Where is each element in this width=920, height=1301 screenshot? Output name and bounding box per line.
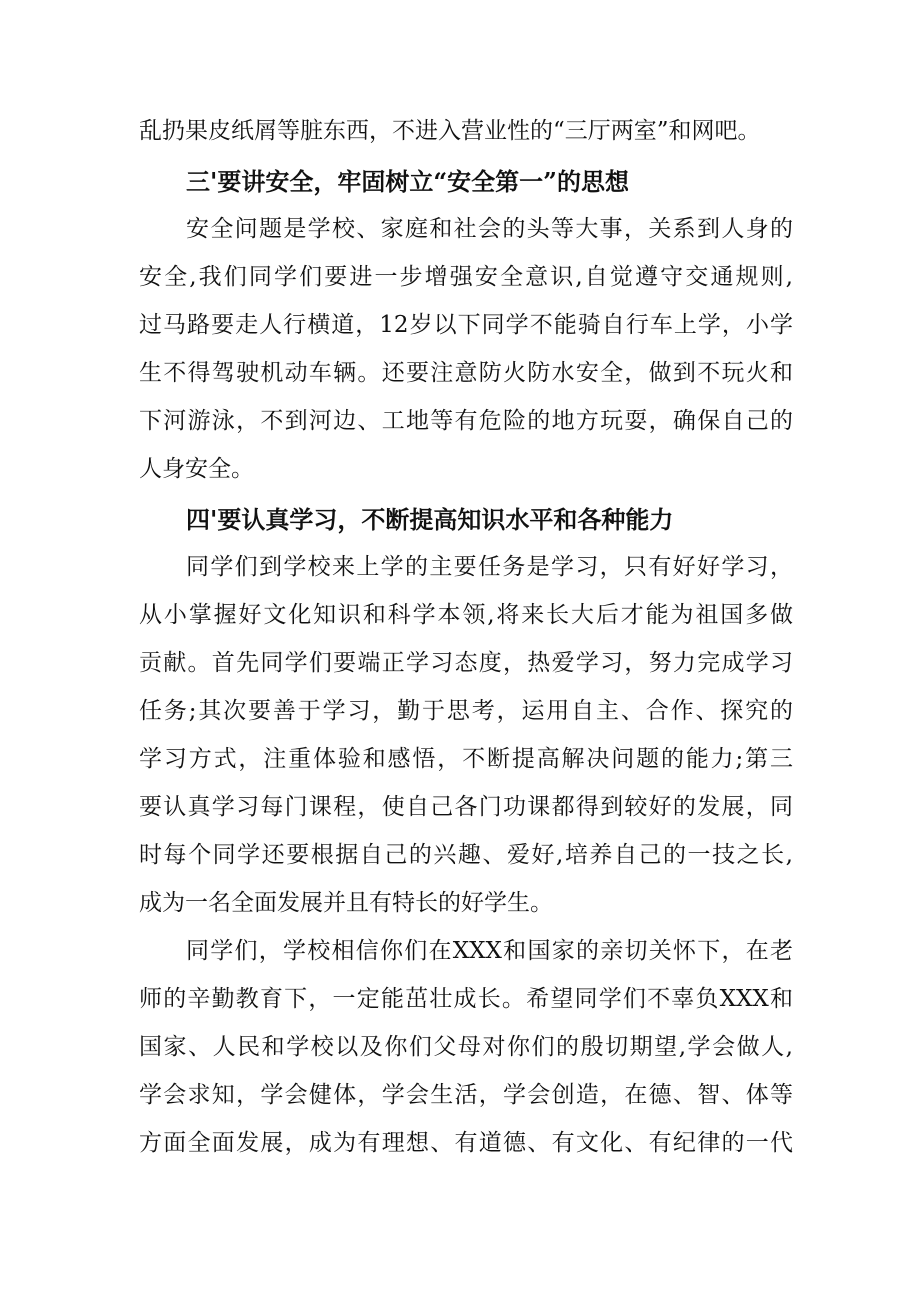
section-3-line: 安全,我们同学们要进一步增强安全意识,自觉遵守交通规则, <box>139 264 793 290</box>
closing-line: 国家、人民和学校以及你们父母对你们的殷切期望,学会做人, <box>139 1034 793 1060</box>
section-4-line: 同学们到学校来上学的主要任务是学习，只有好好学习， <box>186 554 793 580</box>
section-4-line: 时每个同学还要根据自己的兴趣、爱好,培养自己的一技之长, <box>139 842 793 868</box>
section-4-heading: 四'要认真学习，不断提高知识水平和各种能力 <box>186 505 674 534</box>
closing-line: 师的辛勤教育下，一定能茁壮成长。希望同学们不辜负XXX和 <box>139 986 793 1012</box>
section-3-line: 生不得驾驶机动车辆。还要注意防火防水安全，做到不玩火和 <box>139 360 793 386</box>
section-4-line: 贡献。首先同学们要端正学习态度，热爱学习，努力完成学习 <box>139 650 793 676</box>
closing-line: 学会求知，学会健体，学会生活，学会创造，在德、智、体等 <box>139 1082 793 1108</box>
section-4-line: 从小掌握好文化知识和科学本领,将来长大后才能为祖国多做 <box>139 602 793 628</box>
closing-line: 方面全面发展，成为有理想、有道德、有文化、有纪律的一代 <box>139 1130 793 1156</box>
section-4-line: 成为一名全面发展并且有特长的好学生。 <box>139 890 553 916</box>
section-3-heading: 三'要讲安全，牢固树立“安全第一”的思想 <box>186 167 629 196</box>
section-4-line: 任务;其次要善于学习，勤于思考，运用自主、合作、探究的 <box>139 698 793 724</box>
closing-line: 同学们，学校相信你们在XXX和国家的亲切关怀下，在老 <box>186 938 793 964</box>
section-4-line: 学习方式，注重体验和感悟，不断提高解决问题的能力;第三 <box>139 746 793 772</box>
section-3-line: 安全问题是学校、家庭和社会的头等大事，关系到人身的 <box>186 216 793 242</box>
intro-line: 乱扔果皮纸屑等脏东西，不进入营业性的“三厅两室”和网吧。 <box>139 118 761 144</box>
section-3-line: 下河游泳，不到河边、工地等有危险的地方玩耍，确保自己的 <box>139 408 793 434</box>
section-3-line: 过马路要走人行横道，12岁以下同学不能骑自行车上学，小学 <box>139 312 793 338</box>
section-4-line: 要认真学习每门课程，使自己各门功课都得到较好的发展，同 <box>139 794 793 820</box>
section-3-line: 人身安全。 <box>139 456 254 482</box>
